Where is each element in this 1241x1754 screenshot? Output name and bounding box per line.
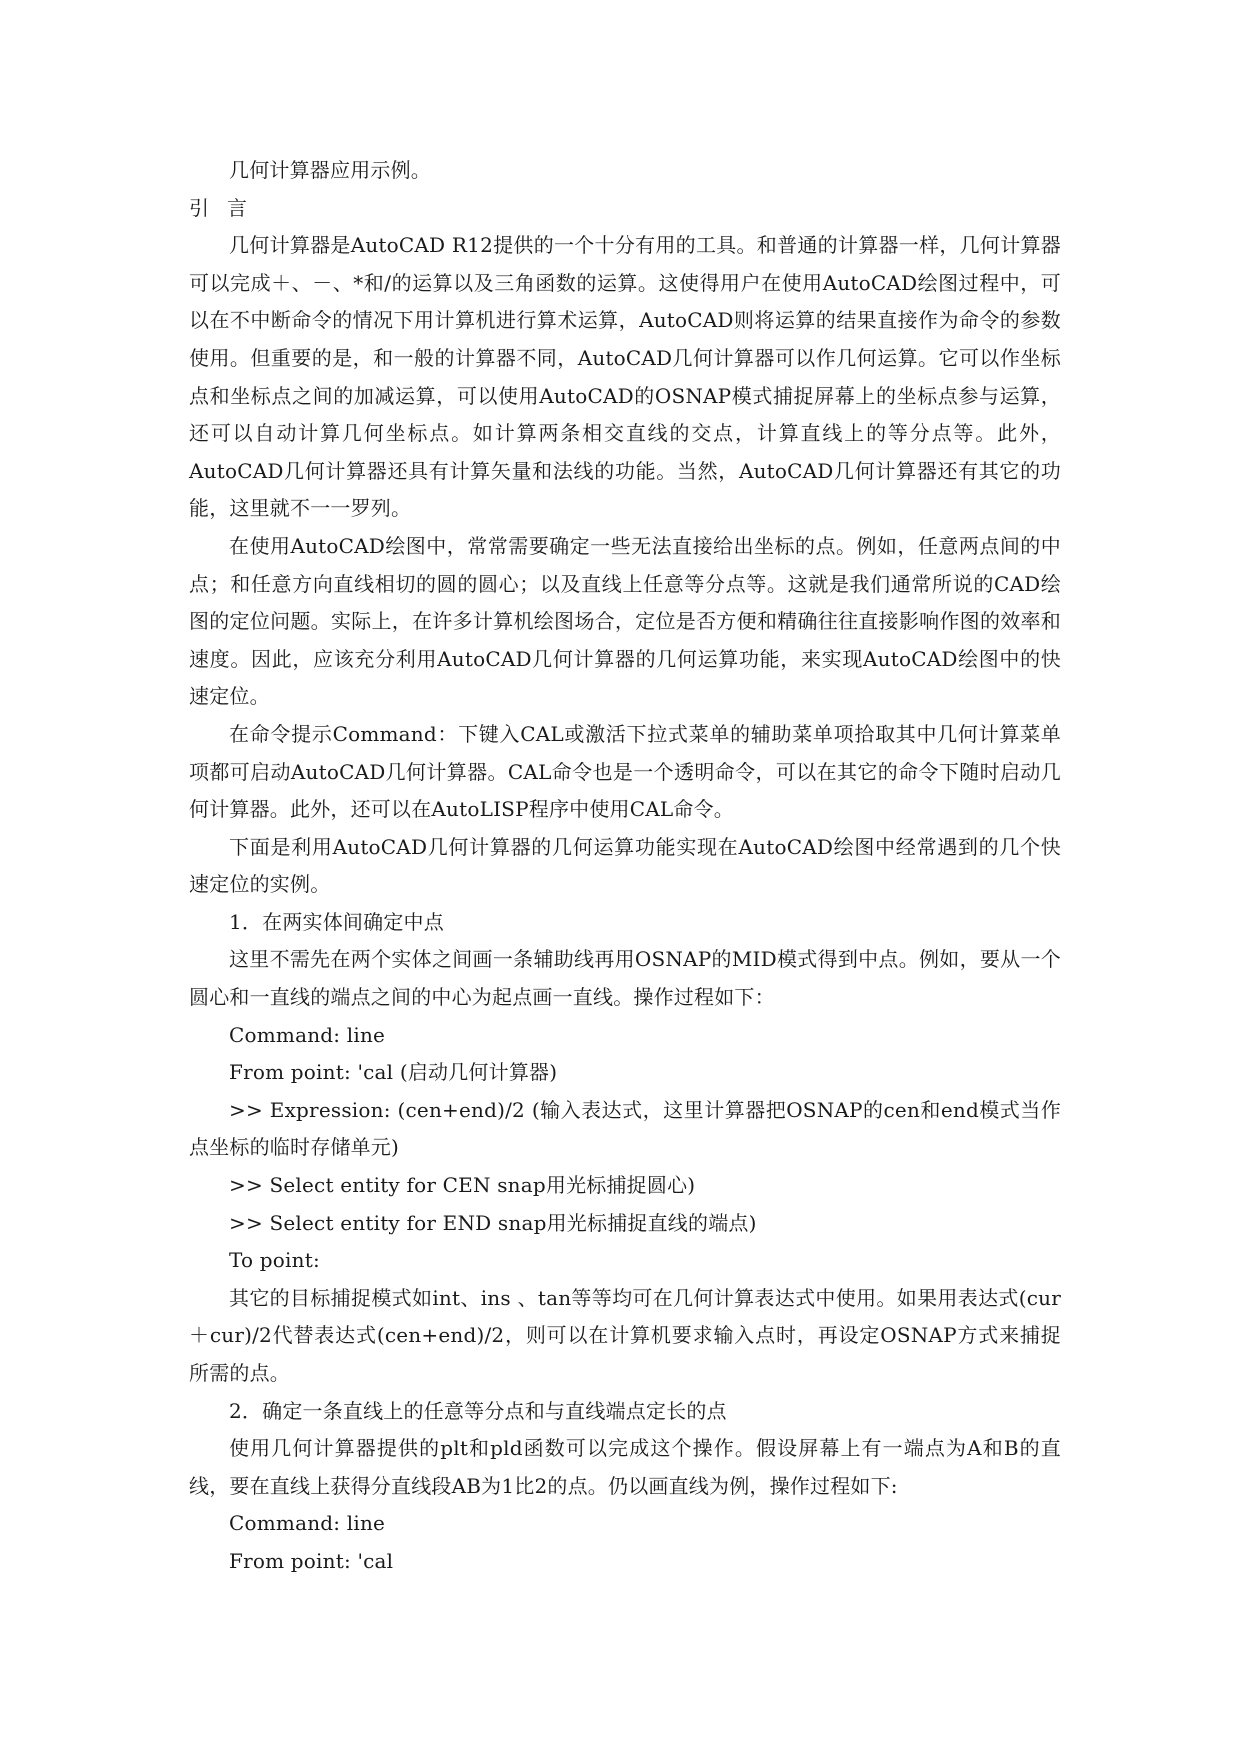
paragraph-4: 下面是利用AutoCAD几何计算器的几何运算功能实现在AutoCAD绘图中经常遇到的几个快速定位的实例。 xyxy=(189,834,1061,897)
section-1-heading: 1．在两实体间确定中点 xyxy=(229,909,444,934)
paragraph-3: 在命令提示Command：下键入CAL或激活下拉式菜单的辅助菜单项拾取其中几何计算菜单项都可启动AutoCAD几何计算器。CAL命令也是一个透明命令，可以在其它的命令下随时启动几何计算器。此外，还可以在AutoLISP程序中使用CAL命令。 xyxy=(189,721,1061,822)
section-2-paragraph-1: 使用几何计算器提供的plt和pld函数可以完成这个操作。假设屏幕上有一端点为A和B的直线，要在直线上获得分直线段AB为1比2的点。仍以画直线为例，操作过程如下: xyxy=(189,1436,1061,1498)
section-2-heading: 2．确定一条直线上的任意等分点和与直线端点定长的点 xyxy=(229,1398,727,1423)
section-1-command-4: >> Select entity for CEN snap用光标捕捉圆心) xyxy=(229,1173,696,1198)
section-1-command-6: To point: xyxy=(229,1248,320,1273)
section-2-command-1: Command: line xyxy=(229,1511,386,1536)
section-1-paragraph-1: 这里不需先在两个实体之间画一条辅助线再用OSNAP的MID模式得到中点。例如，要从一个圆心和一直线的端点之间的中心为起点画一直线。操作过程如下： xyxy=(189,947,1061,1010)
paragraph-2: 在使用AutoCAD绘图中，常常需要确定一些无法直接给出坐标的点。例如，任意两点间的中点；和任意方向直线相切的圆的圆心；以及直线上任意等分点等。这就是我们通常所说的CAD绘图的定位问题。实际上，在许多计算机绘图场合，定位是否方便和精确往往直接影响作图的效率和速度。因此，应该充分利用AutoCAD几何计算器的几何运算功能，来实现AutoCAD绘图中的快速定位。 xyxy=(189,533,1061,709)
opening-line: 几何计算器应用示例。 xyxy=(229,158,431,182)
section-1-command-5: >> Select entity for END snap用光标捕捉直线的端点) xyxy=(229,1210,757,1235)
section-1-paragraph-2: 其它的目标捕捉模式如int、ins 、tan等等均可在几何计算表达式中使用。如果用表达式(cur＋cur)/2代替表达式(cen+end)/2，则可以在计算机要求输入点时，再设定OSNAP方式来捕捉所需的点。 xyxy=(189,1285,1061,1385)
section-2-command-2: From point: 'cal xyxy=(229,1548,394,1573)
paragraph-1: 几何计算器是AutoCAD R12提供的一个十分有用的工具。和普通的计算器一样，几何计算器可以完成＋、－、*和/的运算以及三角函数的运算。这使得用户在使用AutoCAD绘图过程中，可以在不中断命令的情况下用计算机进行算术运算，AutoCAD则将运算的结果直接作为命令的参数使用。但重要的是，和一般的计算器不同，AutoCAD几何计算器可以作几何运算。它可以作坐标点和坐标点之间的加减运算，可以使用AutoCAD的OSNAP模式捕捉屏幕上的坐标点参与运算，还可以自动计算几何坐标点。如计算两条相交直线的交点，计算直线上的等分点等。此外，AutoCAD几何计算器还具有计算矢量和法线的功能。当然，AutoCAD几何计算器还有其它的功能，这里就不一一罗列。 xyxy=(189,233,1061,521)
section-1-command-1: Command: line xyxy=(229,1022,386,1047)
intro-heading: 引言 xyxy=(189,195,265,220)
document-body xyxy=(189,152,1061,1581)
section-1-command-3: >> Expression: (cen+end)/2 (输入表达式，这里计算器把OSNAP的cen和end模式当作点坐标的临时存储单元) xyxy=(189,1097,1061,1160)
section-1-command-2: From point: 'cal (启动几何计算器) xyxy=(229,1060,558,1085)
